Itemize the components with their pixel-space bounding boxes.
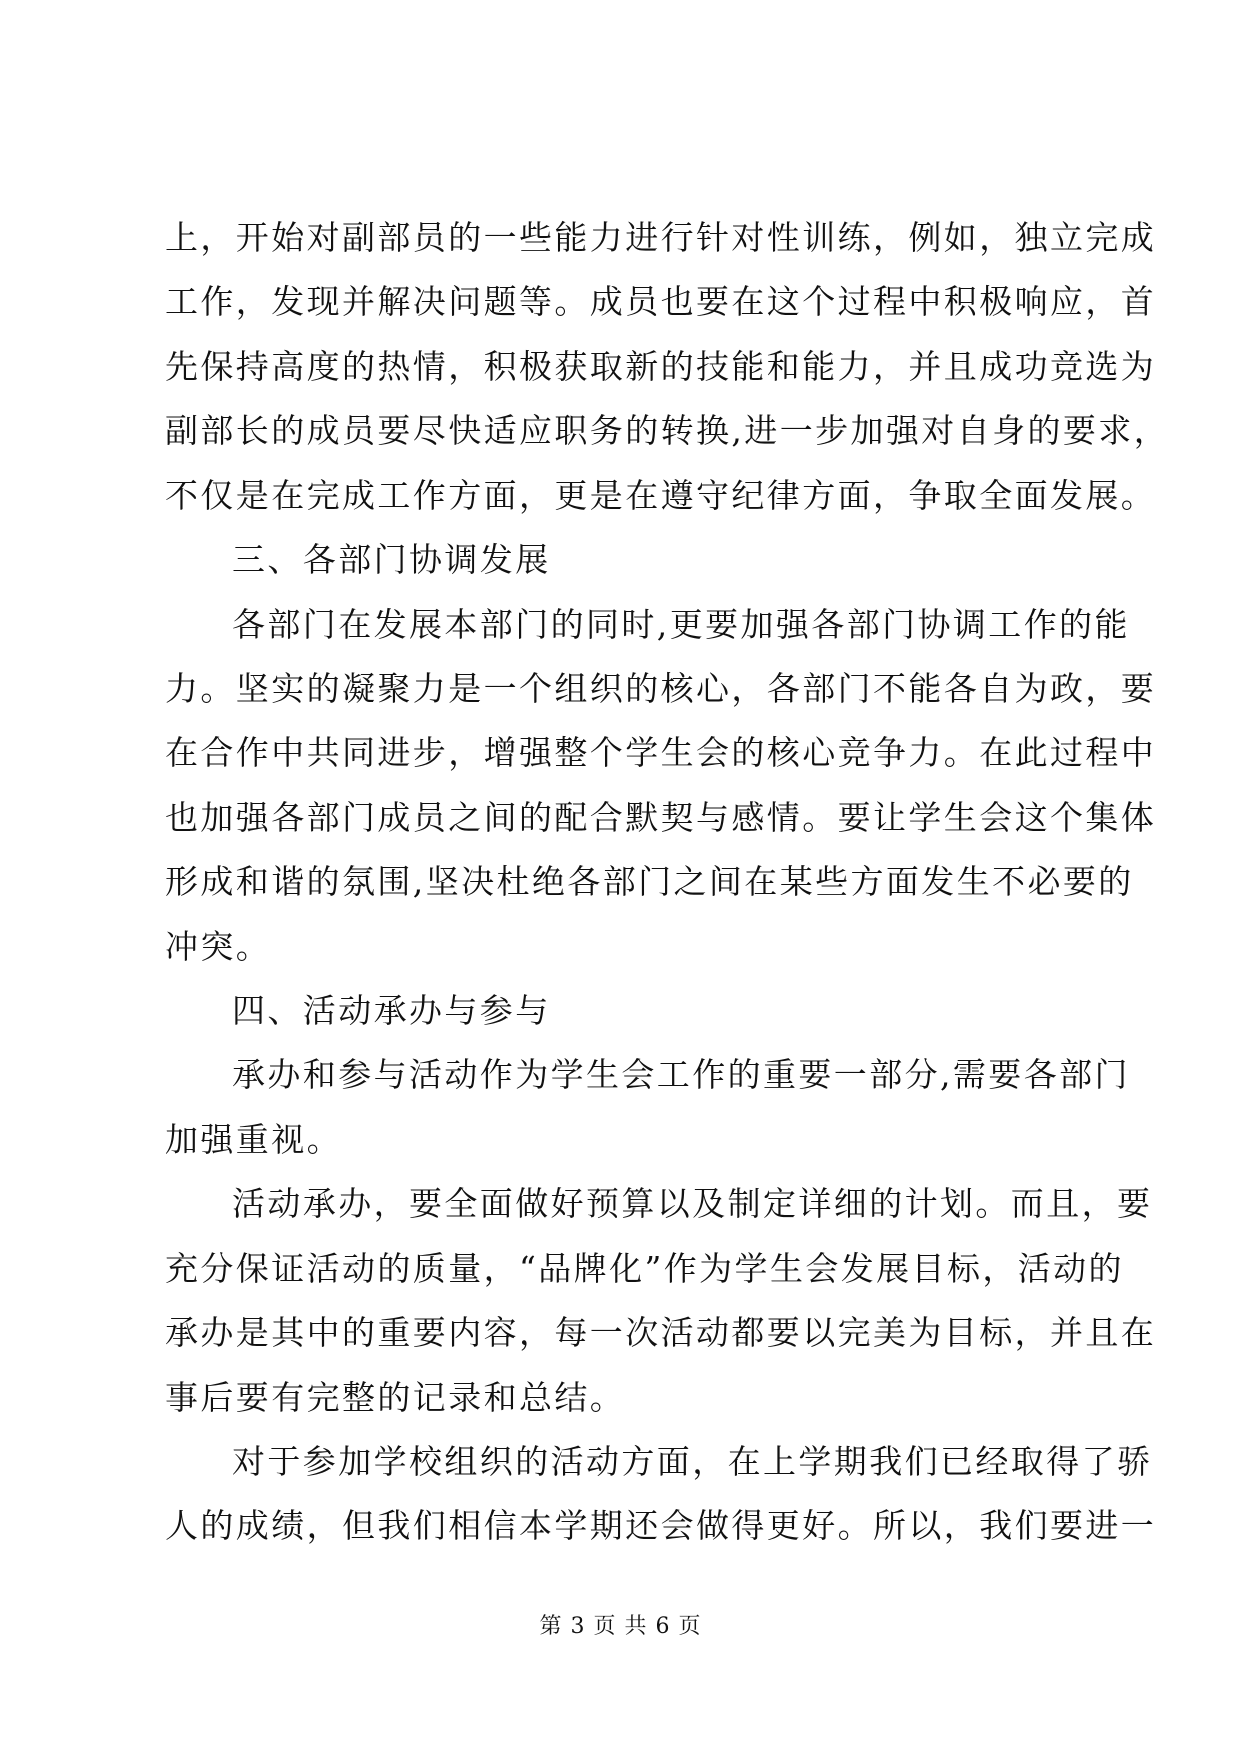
body-text-line: 工作，发现并解决问题等。成员也要在这个过程中积极响应，首 bbox=[165, 282, 1157, 321]
body-text-line: 加强重视。 bbox=[165, 1120, 342, 1159]
body-text-line: 对于参加学校组织的活动方面，在上学期我们已经取得了骄 bbox=[232, 1442, 1153, 1481]
body-text-line: 承办和参与活动作为学生会工作的重要一部分,需要各部门 bbox=[232, 1055, 1130, 1094]
body-text-line: 也加强各部门成员之间的配合默契与感情。要让学生会这个集体 bbox=[165, 798, 1157, 837]
body-text-line: 冲突。 bbox=[165, 927, 272, 966]
page-footer: 第 3 页 共 6 页 bbox=[539, 1614, 702, 1639]
body-text-line: 不仅是在完成工作方面，更是在遵守纪律方面，争取全面发展。 bbox=[165, 476, 1157, 515]
section-heading: 四、活动承办与参与 bbox=[232, 991, 551, 1030]
body-text-line: 先保持高度的热情，积极获取新的技能和能力，并且成功竞选为 bbox=[165, 347, 1157, 386]
body-text-line: 在合作中共同进步，增强整个学生会的核心竞争力。在此过程中 bbox=[165, 733, 1157, 772]
section-heading: 三、各部门协调发展 bbox=[232, 540, 551, 579]
body-text-line: 力。坚实的凝聚力是一个组织的核心，各部门不能各自为政，要 bbox=[165, 669, 1157, 708]
body-text-line: 各部门在发展本部门的同时,更要加强各部门协调工作的能 bbox=[232, 605, 1130, 644]
body-text-line: 充分保证活动的质量，“品牌化”作为学生会发展目标，活动的 bbox=[165, 1249, 1124, 1288]
body-text-line: 上，开始对副部员的一些能力进行针对性训练，例如，独立完成 bbox=[165, 218, 1157, 257]
body-text-line: 活动承办，要全面做好预算以及制定详细的计划。而且，要 bbox=[232, 1184, 1153, 1223]
body-text-line: 形成和谐的氛围,坚决杜绝各部门之间在某些方面发生不必要的 bbox=[165, 862, 1134, 901]
body-text-line: 人的成绩，但我们相信本学期还会做得更好。所以，我们要进一 bbox=[165, 1506, 1157, 1545]
body-text-line: 副部长的成员要尽快适应职务的转换,进一步加强对自身的要求， bbox=[165, 411, 1170, 450]
body-text-line: 承办是其中的重要内容，每一次活动都要以完美为目标，并且在 bbox=[165, 1313, 1157, 1352]
body-text-line: 事后要有完整的记录和总结。 bbox=[165, 1378, 626, 1417]
